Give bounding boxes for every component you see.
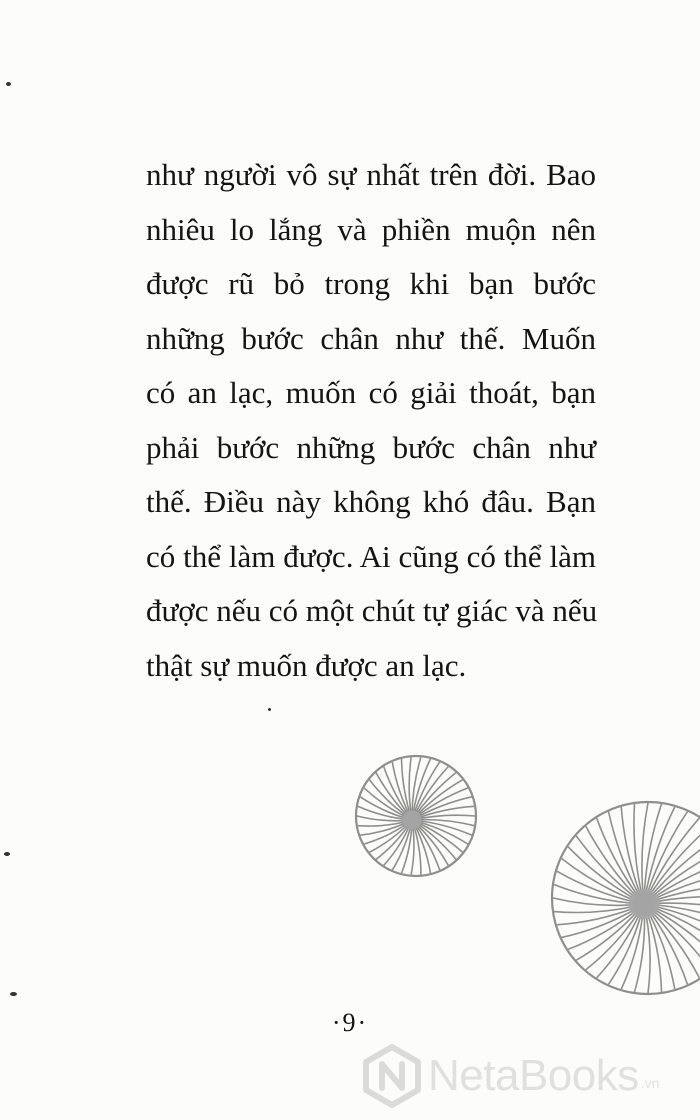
- text-line: có an lạc, muốn có giải thoát, bạn: [146, 375, 596, 410]
- text-line: có thể làm được. Ai cũng có thể làm: [146, 538, 596, 574]
- text-line: những bước chân như thế. Muốn: [146, 320, 596, 356]
- text-line: như người vô sự nhất trên đời. Bao: [146, 157, 596, 192]
- print-speck: [4, 852, 10, 856]
- page-number: ·9·: [331, 1008, 369, 1037]
- print-speck: [10, 992, 17, 996]
- dandelion-icon: [544, 786, 700, 1030]
- netabooks-logo-icon: [362, 1044, 422, 1108]
- watermark: [362, 1044, 659, 1108]
- text-line: phải bước những bước chân như: [146, 429, 596, 465]
- print-speck: [268, 708, 271, 711]
- text-line: thế. Điều này không khó đâu. Bạn: [146, 484, 596, 519]
- text-line: được nếu có một chút tự giác và nếu: [146, 593, 598, 628]
- dandelion-icon: [352, 752, 480, 880]
- text-line: nhiêu lo lắng và phiền muộn nên: [146, 211, 596, 247]
- watermark-brand: NetaBooks: [428, 1051, 639, 1100]
- print-speck: [6, 82, 11, 86]
- body-paragraph: [146, 148, 596, 693]
- watermark-suffix: .vn: [640, 1075, 660, 1091]
- text-line: thật sự muốn được an lạc.: [146, 647, 467, 683]
- text-line: được rũ bỏ trong khi bạn bước: [146, 266, 596, 301]
